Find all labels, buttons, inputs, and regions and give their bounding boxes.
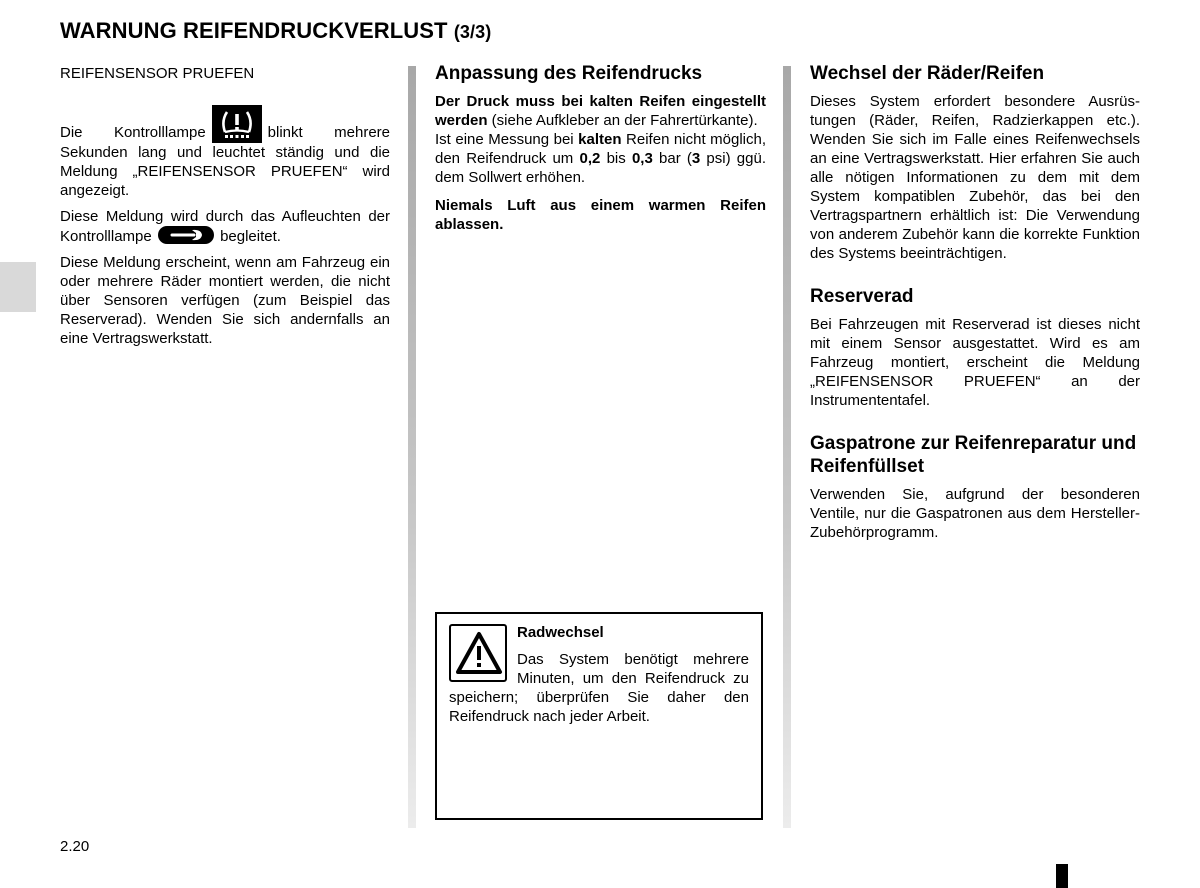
tire-pressure-warning-icon (212, 105, 262, 143)
col2-p1-rest: (siehe Aufkleber an der Fahrertürkante). (487, 112, 758, 129)
corner-mark (1056, 864, 1068, 888)
warning-title: Radwechsel (517, 624, 604, 641)
col2-heading: Anpassung des Reifendrucks (435, 63, 703, 84)
column-2 (435, 62, 766, 241)
warning-text: Das System benötigt mehrere Minuten, um den Reifendruck zu speichern; überprüfen Sie daher den Reifendruck nach jeder Arbeit. (449, 651, 749, 725)
col1-p2-end: begleitet. (220, 228, 281, 245)
section-tab (0, 262, 36, 312)
column-divider-left (408, 66, 416, 828)
column-3 (810, 62, 1140, 549)
col3-paragraph-3: Verwenden Sie, aufgrund der besonderen Ventile, nur die Gaspatronen aus dem Hersteller-Zubehörprogramm. (810, 486, 1140, 541)
col2-paragraph-1 (435, 92, 766, 130)
col2-p2-bold-kalten: kalten (578, 131, 622, 148)
col3-paragraph-1: Dieses System erfordert besondere Ausrüstungen (Räder, Reifen, Radzierkappen etc.). Wenden Sie sich im Falle eines Reifenwechsels an eine Vertragswerkstatt. Hier erfahren Sie auch alle nötigen Informationen zu dem mit dem System kompatiblen Zubehör, das bei den Vertragspartnern erhältlich ist: Die Verwendung von anderem Zubehör kann die korrekte Funktion des Systems beeinträchtigen. (810, 93, 1140, 262)
col1-p1-end: blinkt mehrere Sekunden lang und leuchtet ständig und die Meldung „REIFENSENSOR PRUEFEN“ wird angezeigt. (60, 124, 390, 199)
col2-paragraph-2 (435, 130, 766, 187)
warning-box (435, 612, 763, 820)
warning-triangle-icon (449, 624, 507, 682)
wrench-icon (158, 226, 214, 244)
page-title-text: WARNUNG REIFENDRUCKVERLUST (60, 18, 448, 43)
col2-p2-bold-min: 0,2 (579, 150, 601, 167)
col1-paragraph-3: Diese Meldung erscheint, wenn am Fahrzeug ein oder mehrere Räder montiert werden, die nicht über Sensoren verfügen (zum Beispiel das Reserverad). Wenden Sie sich andernfalls an eine Vertragswerkstatt. (60, 254, 390, 347)
col1-p1-start: Die Kontrolllampe (60, 124, 206, 141)
col1-p2-start: Diese Meldung wird durch das Aufleuchten der Kontrolllampe (60, 208, 390, 245)
column-1 (60, 64, 390, 355)
col2-p2-a: Ist eine Messung bei (435, 131, 579, 148)
col2-p3-bold: Niemals Luft aus einem warmen Reifen ablassen. (435, 197, 766, 233)
col2-p2-c: bis (600, 150, 632, 167)
col3-paragraph-2: Bei Fahrzeugen mit Reserverad ist dieses nicht mit einem Sensor ausgestattet. Wird es am Fahrzeug montiert, erscheint die Meldung „REIFENSENSOR PRUEFEN“ an der Instrumententafel. (810, 316, 1140, 409)
col1-paragraph-2 (60, 207, 390, 246)
col2-p2-b: Reifen nicht möglich, den Reifendruck um (435, 131, 766, 167)
column-divider-right (783, 66, 791, 828)
col3-heading-1: Wechsel der Räder/Reifen (810, 63, 1045, 84)
col2-p2-e: psi) ggü. dem Sollwert erhöhen. (435, 150, 766, 186)
col3-heading-3: Gaspatrone zur Reifenreparatur und Reifenfüllset (810, 433, 1137, 477)
col2-p2-d: bar ( (652, 150, 692, 167)
col2-p1-bold: Der Druck muss bei kalten Reifen eingestellt werden (435, 93, 766, 129)
col2-paragraph-3 (435, 196, 766, 234)
page-number: 2.20 (60, 838, 90, 855)
page-title (60, 18, 491, 44)
col1-heading: REIFENSENSOR PRUEFEN (60, 65, 255, 82)
col2-p2-bold-max: 0,3 (631, 150, 653, 167)
col2-p2-bold-psi: 3 (691, 150, 701, 167)
col3-heading-2: Reserverad (810, 286, 914, 307)
page-title-suffix: (3/3) (453, 22, 492, 42)
col1-paragraph-1 (60, 105, 390, 200)
